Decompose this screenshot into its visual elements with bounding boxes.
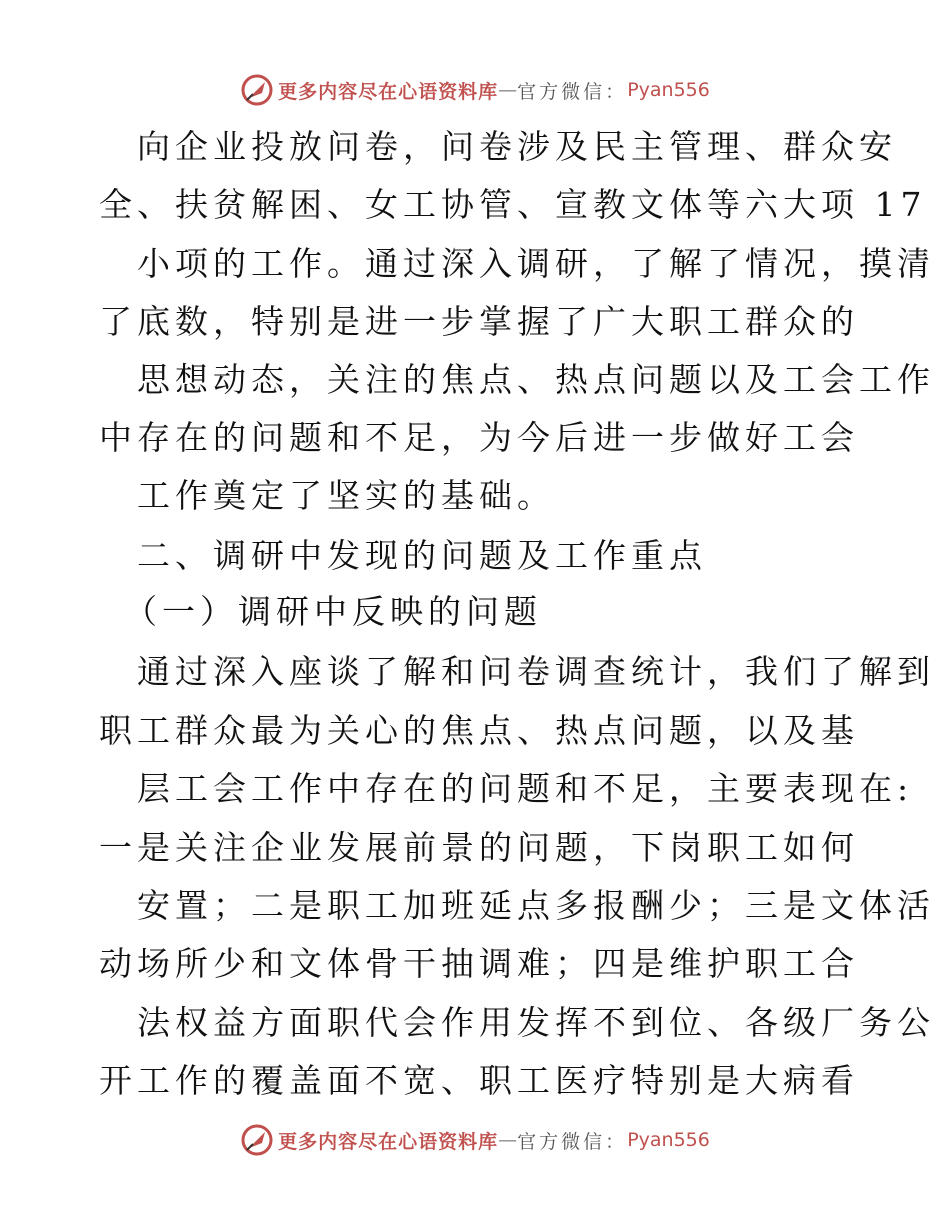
section-heading: 二、调研中发现的问题及工作重点 [137, 536, 707, 575]
text-line: 通过深入座谈了解和问卷调查统计，我们了解到 [137, 652, 935, 691]
watermark-main-text: 更多内容尽在心语资料库 [278, 80, 499, 103]
text-line: 开工作的覆盖面不宽、职工医疗特别是大病看 [99, 1061, 859, 1100]
text-line: 层工会工作中存在的问题和不足，主要表现在: [137, 769, 914, 808]
text-line: 小项的工作。通过深入调研，了解了情况，摸清 [137, 244, 935, 283]
watermark-separator: — [498, 79, 518, 101]
watermark-wechat-id: Pyan556 [627, 1129, 710, 1151]
text-line: 思想动态，关注的焦点、热点问题以及工会工作 [137, 360, 935, 399]
text-line: 中存在的问题和不足，为今后进一步做好工会 [99, 418, 859, 457]
watermark-wechat-label: 官方微信： [517, 1130, 628, 1153]
text-line: 职工群众最为关心的焦点、热点问题，以及基 [99, 711, 859, 750]
text-line: 法权益方面职代会作用发挥不到位、各级厂务公 [137, 1003, 935, 1042]
watermark-main-text: 更多内容尽在心语资料库 [278, 1130, 499, 1153]
text-line: 安置；二是职工加班延点多报酬少；三是文体活 [137, 886, 935, 925]
text-line: 了底数，特别是进一步掌握了广大职工群众的 [99, 302, 859, 341]
subsection-heading: （一）调研中反映的问题 [124, 592, 542, 631]
watermark-separator: — [498, 1129, 518, 1151]
watermark-wechat-id: Pyan556 [627, 79, 710, 101]
text-line: 工作奠定了坚实的基础。 [137, 476, 555, 515]
watermark-wechat-label: 官方微信： [517, 80, 628, 103]
text-line: 一是关注企业发展前景的问题，下岗职工如何 [99, 828, 859, 867]
text-line: 全、扶贫解困、女工协管、宣教文体等六大项 17 [99, 185, 927, 224]
text-line: 向企业投放问卷，问卷涉及民主管理、群众安 [137, 127, 897, 166]
watermark-footer [0, 1120, 950, 1160]
quill-logo-icon [240, 1123, 274, 1157]
text-line: 动场所少和文体骨干抽调难；四是维护职工合 [99, 944, 859, 983]
